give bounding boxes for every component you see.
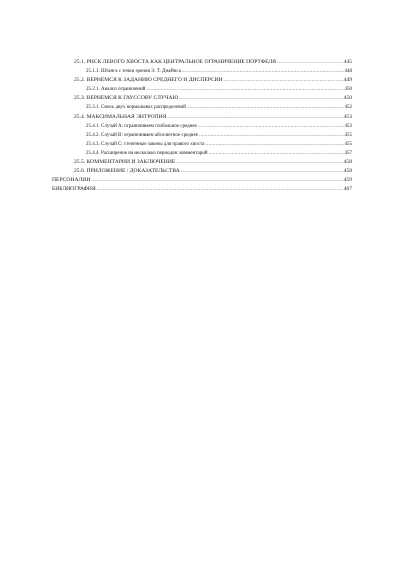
toc-entry-page: 453 (343, 113, 352, 120)
toc-entry-label: 25.1.1. Штанга с точки зрения Э. Т. Джейнса (86, 69, 181, 75)
toc-dot-leader (205, 140, 343, 149)
toc-entry (52, 94, 352, 103)
toc-dot-leader (91, 176, 342, 185)
toc-entry (52, 176, 352, 185)
toc-entry-label: 25.4. МАКСИМАЛЬНАЯ ЭНТРОПИЯ (74, 113, 167, 120)
toc-entry-label: ПЕРСОНАЛИИ (52, 177, 91, 184)
toc-entry (52, 113, 352, 122)
toc-entry-label: 25.2.1. Анализ ограничений (86, 87, 146, 93)
toc-entry-label: 25.3. ВЕРНЕМСЯ К ГАУССОВУ СЛУЧАЮ (74, 95, 179, 102)
toc-entry (52, 85, 352, 94)
toc-entry-page: 457 (344, 150, 352, 156)
toc-dot-leader (167, 113, 342, 122)
toc-entry-label: 25.4.4. Расширение на несколько периодов: комментарий (86, 150, 208, 156)
toc-entry-page: 450 (343, 95, 352, 102)
toc-entry-page: 449 (343, 77, 352, 84)
toc-entry (52, 185, 352, 194)
toc-entry-label: 25.4.1. Случай А: ограничиваем глобальное среднее (86, 123, 197, 129)
toc-entry-label: 25.2. ВЕРНЕМСЯ К ЗАДАНИЮ СРЕДНЕГО И ДИСПЕРСИИ (74, 77, 223, 84)
toc-dot-leader (277, 58, 343, 67)
toc-dot-leader (97, 185, 343, 194)
toc-entry (52, 149, 352, 158)
toc-dot-leader (224, 76, 343, 85)
toc-dot-leader (198, 122, 344, 131)
toc-entry (52, 167, 352, 176)
toc-entry (52, 67, 352, 76)
toc-entry-label: 25.6. ПРИЛОЖЕНИЕ / ДОКАЗАТЕЛЬСТВА (74, 168, 180, 175)
toc-entry-label: 25.4.3. Случай С: степенные законы для правого хвоста (86, 141, 205, 147)
toc-entry-page: 458 (343, 159, 352, 166)
toc-entry-page: 448 (344, 69, 352, 75)
toc-entry-page: 459 (343, 177, 352, 184)
toc-entry-page: 455 (344, 141, 352, 147)
toc-entry (52, 131, 352, 140)
toc-entry (52, 140, 352, 149)
toc-dot-leader (187, 103, 344, 112)
toc-dot-leader (209, 149, 344, 158)
toc-entry-label: 25.5. КОММЕНТАРИИ И ЗАКЛЮЧЕНИЕ (74, 159, 176, 166)
toc-entry-label: 25.3.1. Смесь двух нормальных распределений (86, 105, 186, 111)
toc-dot-leader (146, 85, 343, 94)
toc-entry (52, 122, 352, 131)
toc-dot-leader (181, 167, 343, 176)
toc-entry-page: 458 (343, 168, 352, 175)
toc-dot-leader (176, 158, 342, 167)
toc-entry-page: 450 (344, 87, 352, 93)
toc-entry-page: 453 (344, 123, 352, 129)
toc-entry (52, 76, 352, 85)
toc-entry-page: 455 (344, 132, 352, 138)
table-of-contents (52, 58, 352, 194)
toc-dot-leader (179, 94, 342, 103)
toc-entry (52, 158, 352, 167)
toc-entry-label: БИБЛИОГРАФИЯ (52, 186, 96, 193)
toc-entry-page: 445 (343, 59, 352, 65)
toc-entry-label: 25.1. РИСК ЛЕВОГО ХВОСТА КАК ЦЕНТРАЛЬНОЕ ОГРАНИЧЕНИЕ ПОРТФЕЛЯ (74, 59, 277, 65)
toc-entry-page: 467 (343, 186, 352, 193)
toc-entry (52, 103, 352, 112)
toc-entry-label: 25.4.2. Случай В: ограничиваем абсолютное среднее (86, 132, 198, 138)
toc-entry-page: 452 (344, 105, 352, 111)
toc-dot-leader (182, 67, 344, 76)
toc-entry (52, 58, 352, 67)
toc-dot-leader (199, 131, 344, 140)
